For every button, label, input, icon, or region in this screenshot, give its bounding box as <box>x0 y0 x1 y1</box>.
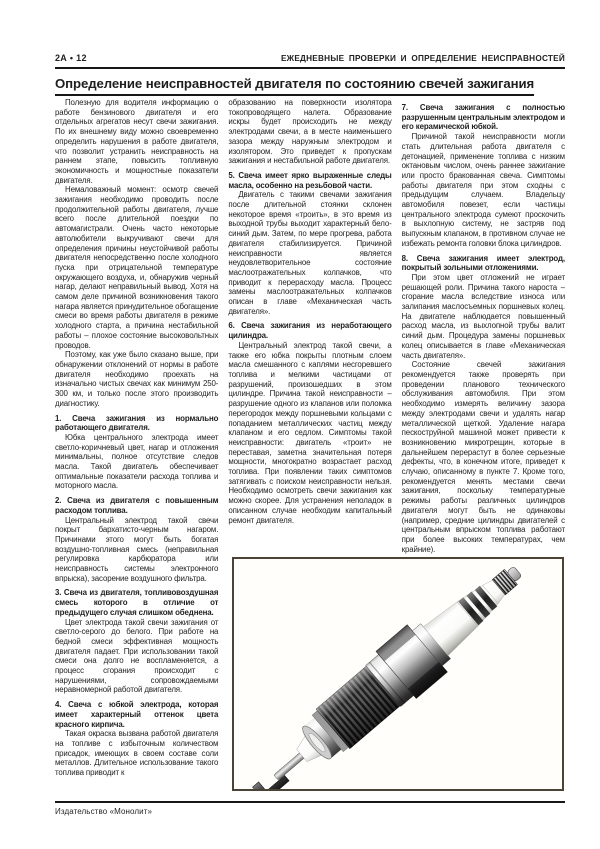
paragraph: образованию на поверхности изолятора токопроводящего налета. Образование искры будет происходить не между электродами свечи, а в месте наименьшего зазора между наружным электродом и изолятором. Это приведет к пропускам зажигания и нестабильной работе двигателя. <box>228 98 392 166</box>
footer-divider <box>55 801 565 803</box>
chapter-title: ЕЖЕДНЕВНЫЕ ПРОВЕРКИ И ОПРЕДЕЛЕНИЕ НЕИСПРАВНОСТЕЙ <box>280 54 565 63</box>
paragraph: Центральный электрод такой свечи, а также его юбка покрыты плотным слоем масла смешанного с каплями несгоревшего топлива и мелкими частицами от разрушений, произошедших в этом цилиндре. Причина такой неисправности – разрушение одного из клапанов или поломка перегородок между поршневыми кольцами с попаданием металлических частиц между клапаном и его седлом. Симптомы такой неисправности: двигатель «троит» не переставая, заметна значительная потеря мощности, многократно возрастает расход топлива. При появлении таких симптомов затягивать с поиском неисправности нельзя. Необходимо осмотреть свечи зажигания как можно скорее. Для устранения неполадок в описанном случае необходим капитальный ремонт двигателя. <box>228 340 392 525</box>
paragraph: Цвет электрода такой свечи зажигания от светло-серого до белого. При работе на бедной смеси эффективная мощность двигателя падает. При использовании такой смеси она долго не воспламеняется, а процесс сгорания происходит с нарушениями, сопровождаемыми неравномерной работой двигателя. <box>55 617 219 695</box>
spark-plug-figure <box>232 557 564 791</box>
paragraph: Причиной такой неисправности могли стать длительная работа двигателя с детонацией, применение топлива с низким октановым числом, очень раннее зажигание или просто бракованная свеча. Симптомы работы двигателя при этом сходны с предыдущим случаем. Владельцу автомобиля повезет, если частицы центрального электрода сумеют проскочить в выхлопную систему, не застряв под выпускным клапаном, в противном случае не избежать ремонта головки блока цилиндров. <box>401 132 565 248</box>
column-1 <box>55 98 218 796</box>
spark-plug-image <box>234 559 562 789</box>
paragraph: Поэтому, как уже было сказано выше, при обнаружении отклонений от нормы в работе двигателя необходимо проехать на изначально чистых свечах как минимум 250-300 км, и только после этого производить диагностику. <box>55 350 219 408</box>
paragraph: Полезную для водителя информацию о работе бензинового двигателя и его отдельных агрегатов несут свечи зажигания. По их внешнему виду можно своевременно определить нарушения в работе двигателя, что позволит устранить неисправность на раннем этапе, повысить топливную экономичность и мощностные показатели двигателя. <box>55 98 219 185</box>
section-heading: 2. Свеча из двигателя с повышенным расходом топлива. <box>55 496 219 515</box>
paragraph: Центральный электрод такой свечи покрыт бархатисто-черным нагаром. Причинами этого могут быть богатая воздушно-топливная смесь (неправильная регулировка карбюратора или неисправность системы электронного впрыска), засорение воздушного фильтра. <box>55 515 219 583</box>
paragraph: Такая окраска вызвана работой двигателя на топливе с избыточным количеством присадок, имеющих в своем составе соли металлов. Длительное использование такого топлива приводит к <box>55 729 219 778</box>
section-heading: 7. Свеча зажигания с полностью разрушенным центральным электродом и его керамической юбкой. <box>401 103 565 132</box>
paragraph: Двигатель с такими свечами зажигания после длительной стоянки склонен некоторое время «троить», в это время из выходной трубы выходит характерный бело-синий дым. Затем, по мере прогрева, работа двигателя стабилизируется. Причиной неисправности является неудовлетворительное состояние маслоотражательных колпачков, что приводит к перерасходу масла. Процесс замены маслоотражательных колпачков описан в главе «Механическая часть двигателя». <box>228 190 392 316</box>
page-title: Определение неисправностей двигателя по состоянию свечей зажигания <box>55 76 534 96</box>
paragraph: Состояние свечей зажигания рекомендуется также проверять при проведении планового технического обслуживания автомобиля. При этом необходимо измерять величину зазора между электродами свечи и удалять нагар металлической щеткой. Удаление нагара пескоструйной машиной может привести к возникновению микротрещин, которые в дальнейшем перерастут в более серьезные дефекты, что, в конечном итоге, приведет к случаю, описанному в пункте 7. Кроме того, рекомендуется менять местами свечи зажигания, поскольку температурные режимы работы различных цилиндров двигателя могут быть не одинаковы (например, средние цилиндры двигателей с центральным впрыском топлива работают при более высоких температурах, чем крайние). <box>401 360 565 554</box>
publisher-credit: Издательство «Монолит» <box>55 807 153 816</box>
page-number: 2А • 12 <box>55 53 87 63</box>
paragraph: Юбка центрального электрода имеет светло-коричневый цвет, нагар и отложения минимальны, полное отсутствие следов масла. Такой двигатель обеспечивает оптимальные показатели расхода топлива и моторного масла. <box>55 432 219 491</box>
paragraph: При этом цвет отложений не играет решающей роли. Причина такого нароста – сгорание масла вследствие износа или залипания маслосъемных поршневых колец. На двигателе наблюдается повышенный расход масла, из выхлопной трубы валит синий дым. Процедура замены поршневых колец описывается в главе «Механическая часть двигателя». <box>401 272 565 360</box>
section-heading: 4. Свеча с юбкой электрода, которая имеет характерный оттенок цвета красного кирпича. <box>55 700 219 729</box>
section-heading: 1. Свеча зажигания из нормально работающего двигателя. <box>55 413 219 433</box>
section-heading: 5. Свеча имеет ярко выраженные следы масла, особенно на резьбовой части. <box>228 170 392 190</box>
page-header <box>55 53 565 63</box>
paragraph: Немаловажный момент: осмотр свечей зажигания необходимо проводить после продолжительной работы двигателя, лучше всего после длительной поездки по автомагистрали. Очень часто некоторые автолюбители выкручивают свечи для определения причины неустойчивой работы двигателя непосредственно после холодного пуска при отрицательной температуре окружающего воздуха, и, обнаружив черный нагар, делают неправильный вывод. Хотя на самом деле причиной возникновения такого нагара является принудительное обогащение смеси во время работы двигателя в режиме холодного старта, а причина нестабильной работы – плохое состояние высоковольтных проводов. <box>55 185 219 350</box>
section-heading: 3. Свеча из двигателя, топливовоздушная смесь которого в отличие от предыдущего случая слишком обеднена. <box>55 588 219 617</box>
header-divider <box>55 67 565 69</box>
section-heading: 6. Свеча зажигания из неработающего цилиндра. <box>228 321 392 341</box>
section-heading: 8. Свеча зажигания имеет электрод, покрытый зольными отложениями. <box>401 253 565 273</box>
